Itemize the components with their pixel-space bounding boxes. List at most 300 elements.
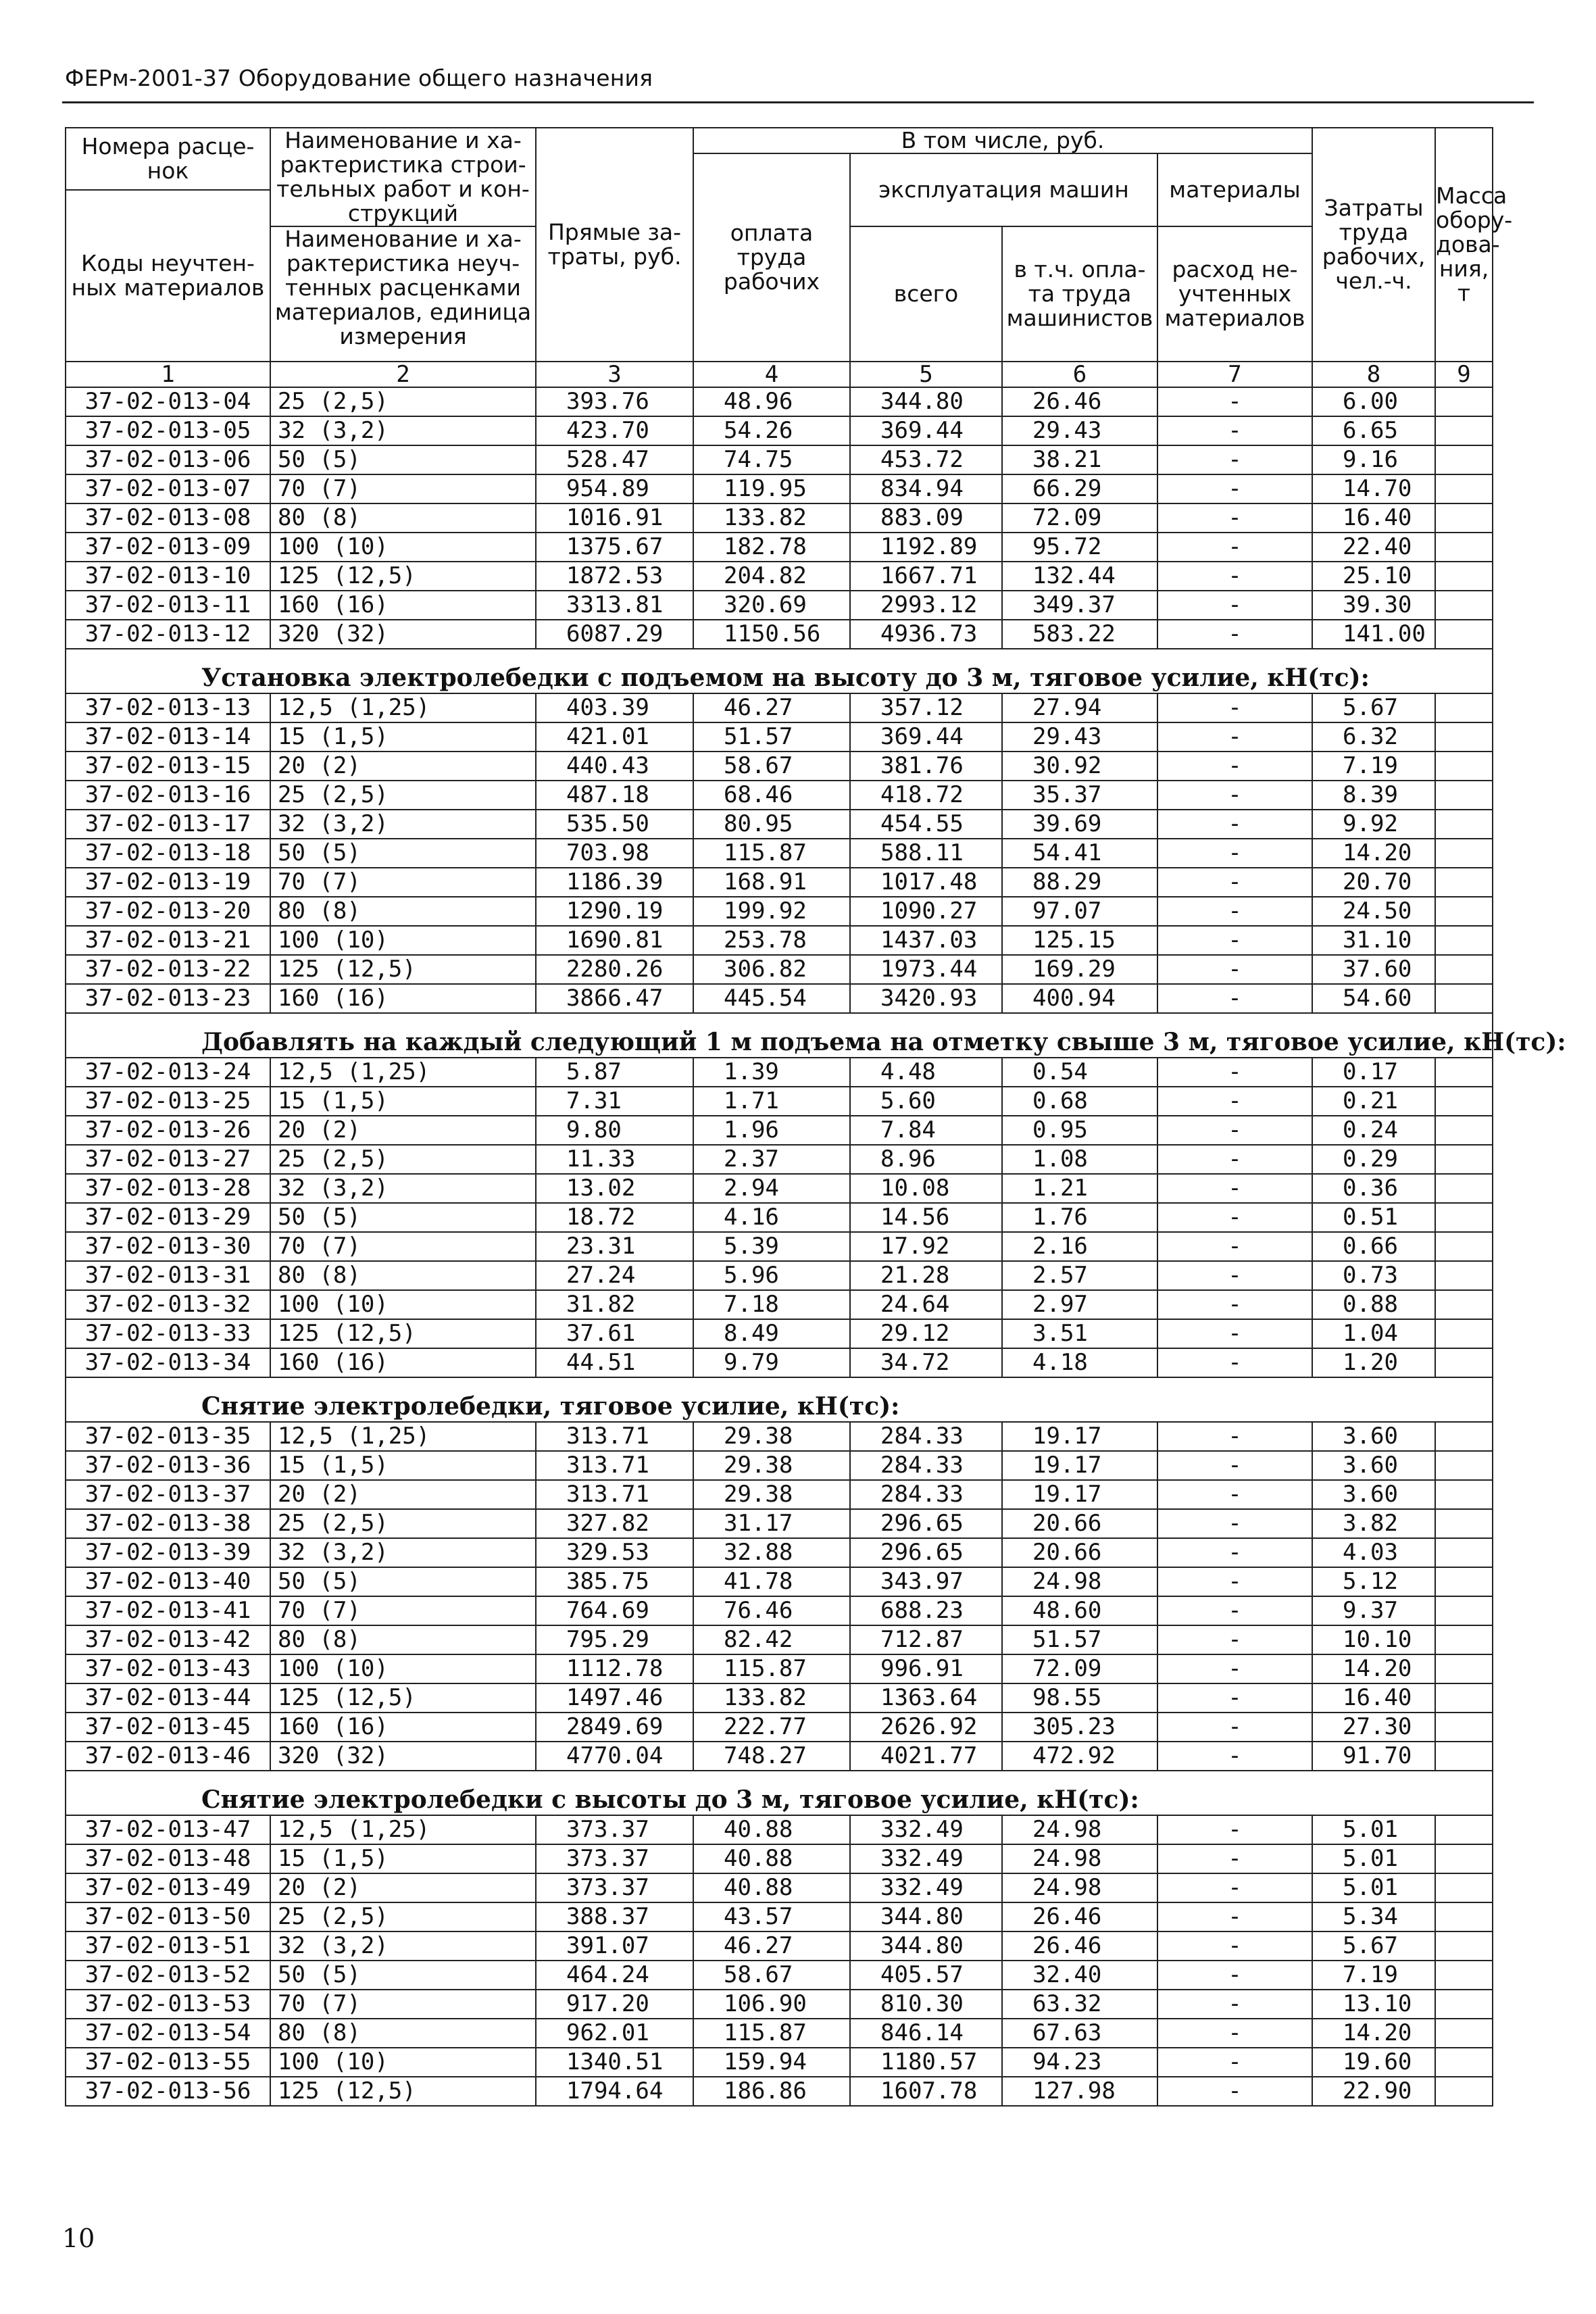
machinist-pay-cell: 88.29 bbox=[1002, 868, 1157, 897]
header-equipment-mass: Масса обору-дова-ния, т bbox=[1435, 128, 1493, 362]
equipment-mass-cell bbox=[1435, 1625, 1493, 1654]
characteristic-cell: 25 (2,5) bbox=[270, 1902, 536, 1931]
equipment-mass-cell bbox=[1435, 1232, 1493, 1261]
equipment-mass-cell bbox=[1435, 752, 1493, 781]
characteristic-cell: 15 (1,5) bbox=[270, 1087, 536, 1116]
rate-code-cell: 37-02-013-19 bbox=[66, 868, 270, 897]
column-number: 9 bbox=[1435, 362, 1493, 387]
table-row bbox=[66, 984, 1493, 1013]
equipment-mass-cell bbox=[1435, 1538, 1493, 1567]
table-row bbox=[66, 1625, 1493, 1654]
characteristic-cell: 20 (2) bbox=[270, 752, 536, 781]
table-row bbox=[66, 1480, 1493, 1509]
machinist-pay-cell: 54.41 bbox=[1002, 839, 1157, 868]
equipment-mass-cell bbox=[1435, 1509, 1493, 1538]
section-title: Установка электролебедки с подъемом на высоту до 3 м, тяговое усилие, кН(тс): bbox=[66, 649, 1493, 693]
table-row bbox=[66, 1596, 1493, 1625]
worker-pay-cell: 115.87 bbox=[693, 2019, 850, 2048]
direct-costs-cell: 1340.51 bbox=[536, 2048, 693, 2077]
material-consumption-cell: - bbox=[1157, 1203, 1312, 1232]
machines-total-cell: 344.80 bbox=[850, 1902, 1002, 1931]
direct-costs-cell: 1186.39 bbox=[536, 868, 693, 897]
table-row bbox=[66, 1961, 1493, 1990]
equipment-mass-cell bbox=[1435, 1348, 1493, 1377]
equipment-mass-cell bbox=[1435, 1990, 1493, 2019]
machinist-pay-cell: 29.43 bbox=[1002, 416, 1157, 445]
machinist-pay-cell: 472.92 bbox=[1002, 1742, 1157, 1771]
labor-hours-cell: 3.82 bbox=[1312, 1509, 1435, 1538]
labor-hours-cell: 14.20 bbox=[1312, 839, 1435, 868]
direct-costs-cell: 3313.81 bbox=[536, 591, 693, 620]
table-body bbox=[66, 387, 1566, 2106]
machinist-pay-cell: 400.94 bbox=[1002, 984, 1157, 1013]
material-consumption-cell: - bbox=[1157, 1567, 1312, 1596]
worker-pay-cell: 76.46 bbox=[693, 1596, 850, 1625]
machinist-pay-cell: 26.46 bbox=[1002, 387, 1157, 416]
characteristic-cell: 25 (2,5) bbox=[270, 387, 536, 416]
labor-hours-cell: 5.67 bbox=[1312, 693, 1435, 722]
machinist-pay-cell: 26.46 bbox=[1002, 1902, 1157, 1931]
table-row bbox=[66, 1713, 1493, 1742]
worker-pay-cell: 46.27 bbox=[693, 1931, 850, 1961]
rate-code-cell: 37-02-013-23 bbox=[66, 984, 270, 1013]
worker-pay-cell: 9.79 bbox=[693, 1348, 850, 1377]
machines-total-cell: 405.57 bbox=[850, 1961, 1002, 1990]
characteristic-cell: 100 (10) bbox=[270, 2048, 536, 2077]
header-materials: материалы bbox=[1157, 153, 1312, 226]
rate-code-cell: 37-02-013-35 bbox=[66, 1422, 270, 1451]
material-consumption-cell: - bbox=[1157, 955, 1312, 984]
characteristic-cell: 12,5 (1,25) bbox=[270, 1058, 536, 1087]
material-consumption-cell: - bbox=[1157, 1625, 1312, 1654]
characteristic-cell: 12,5 (1,25) bbox=[270, 1422, 536, 1451]
table-row bbox=[66, 1902, 1493, 1931]
machines-total-cell: 332.49 bbox=[850, 1844, 1002, 1873]
equipment-mass-cell bbox=[1435, 1116, 1493, 1145]
material-consumption-cell: - bbox=[1157, 839, 1312, 868]
machines-total-cell: 17.92 bbox=[850, 1232, 1002, 1261]
header-direct-costs: Прямые за-траты, руб. bbox=[536, 128, 693, 362]
labor-hours-cell: 9.37 bbox=[1312, 1596, 1435, 1625]
rate-code-cell: 37-02-013-28 bbox=[66, 1174, 270, 1203]
labor-hours-cell: 8.39 bbox=[1312, 781, 1435, 810]
worker-pay-cell: 58.67 bbox=[693, 752, 850, 781]
direct-costs-cell: 1290.19 bbox=[536, 897, 693, 926]
direct-costs-cell: 421.01 bbox=[536, 722, 693, 752]
machines-total-cell: 1437.03 bbox=[850, 926, 1002, 955]
machines-total-cell: 418.72 bbox=[850, 781, 1002, 810]
column-number: 4 bbox=[693, 362, 850, 387]
rate-code-cell: 37-02-013-29 bbox=[66, 1203, 270, 1232]
header-labor-hours: Затраты труда рабочих, чел.-ч. bbox=[1312, 128, 1435, 362]
material-consumption-cell: - bbox=[1157, 1348, 1312, 1377]
labor-hours-cell: 25.10 bbox=[1312, 562, 1435, 591]
material-consumption-cell: - bbox=[1157, 2077, 1312, 2106]
labor-hours-cell: 141.00 bbox=[1312, 620, 1435, 649]
table-row bbox=[66, 1087, 1493, 1116]
direct-costs-cell: 373.37 bbox=[536, 1844, 693, 1873]
machinist-pay-cell: 32.40 bbox=[1002, 1961, 1157, 1990]
machines-total-cell: 10.08 bbox=[850, 1174, 1002, 1203]
table-row bbox=[66, 693, 1493, 722]
equipment-mass-cell bbox=[1435, 562, 1493, 591]
labor-hours-cell: 16.40 bbox=[1312, 503, 1435, 533]
direct-costs-cell: 313.71 bbox=[536, 1451, 693, 1480]
direct-costs-cell: 962.01 bbox=[536, 2019, 693, 2048]
machinist-pay-cell: 4.18 bbox=[1002, 1348, 1157, 1377]
worker-pay-cell: 48.96 bbox=[693, 387, 850, 416]
rate-code-cell: 37-02-013-56 bbox=[66, 2077, 270, 2106]
section-title: Добавлять на каждый следующий 1 м подъема на отметку свыше 3 м, тяговое усилие, кН(тс): bbox=[66, 1013, 1493, 1058]
machines-total-cell: 2626.92 bbox=[850, 1713, 1002, 1742]
characteristic-cell: 125 (12,5) bbox=[270, 955, 536, 984]
labor-hours-cell: 3.60 bbox=[1312, 1422, 1435, 1451]
machinist-pay-cell: 95.72 bbox=[1002, 533, 1157, 562]
characteristic-cell: 50 (5) bbox=[270, 445, 536, 474]
table-row bbox=[66, 1348, 1493, 1377]
characteristic-cell: 32 (3,2) bbox=[270, 810, 536, 839]
worker-pay-cell: 31.17 bbox=[693, 1509, 850, 1538]
characteristic-cell: 80 (8) bbox=[270, 1625, 536, 1654]
worker-pay-cell: 2.94 bbox=[693, 1174, 850, 1203]
table-row bbox=[66, 781, 1493, 810]
table-row bbox=[66, 1290, 1493, 1319]
machines-total-cell: 344.80 bbox=[850, 1931, 1002, 1961]
direct-costs-cell: 13.02 bbox=[536, 1174, 693, 1203]
material-consumption-cell: - bbox=[1157, 533, 1312, 562]
section-title: Снятие электролебедки с высоты до 3 м, тяговое усилие, кН(тс): bbox=[66, 1771, 1493, 1815]
characteristic-cell: 15 (1,5) bbox=[270, 1844, 536, 1873]
header-work-name: Наименование и ха-рактеристика строи-тельных работ и кон-струкций bbox=[270, 128, 536, 226]
direct-costs-cell: 403.39 bbox=[536, 693, 693, 722]
labor-hours-cell: 10.10 bbox=[1312, 1625, 1435, 1654]
direct-costs-cell: 373.37 bbox=[536, 1873, 693, 1902]
direct-costs-cell: 313.71 bbox=[536, 1422, 693, 1451]
characteristic-cell: 20 (2) bbox=[270, 1873, 536, 1902]
equipment-mass-cell bbox=[1435, 1873, 1493, 1902]
labor-hours-cell: 13.10 bbox=[1312, 1990, 1435, 2019]
direct-costs-cell: 954.89 bbox=[536, 474, 693, 503]
table-row bbox=[66, 2048, 1493, 2077]
machines-total-cell: 588.11 bbox=[850, 839, 1002, 868]
table-row bbox=[66, 1654, 1493, 1683]
direct-costs-cell: 327.82 bbox=[536, 1509, 693, 1538]
table-header bbox=[66, 127, 1513, 388]
table-row bbox=[66, 1116, 1493, 1145]
equipment-mass-cell bbox=[1435, 1319, 1493, 1348]
material-consumption-cell: - bbox=[1157, 1087, 1312, 1116]
characteristic-cell: 160 (16) bbox=[270, 1713, 536, 1742]
table-row bbox=[66, 1451, 1493, 1480]
worker-pay-cell: 204.82 bbox=[693, 562, 850, 591]
labor-hours-cell: 0.24 bbox=[1312, 1116, 1435, 1145]
characteristic-cell: 70 (7) bbox=[270, 1990, 536, 2019]
column-number: 8 bbox=[1312, 362, 1435, 387]
worker-pay-cell: 29.38 bbox=[693, 1480, 850, 1509]
characteristic-cell: 32 (3,2) bbox=[270, 1931, 536, 1961]
material-consumption-cell: - bbox=[1157, 2019, 1312, 2048]
table-row bbox=[66, 1145, 1493, 1174]
characteristic-cell: 80 (8) bbox=[270, 2019, 536, 2048]
direct-costs-cell: 4770.04 bbox=[536, 1742, 693, 1771]
worker-pay-cell: 51.57 bbox=[693, 722, 850, 752]
direct-costs-cell: 31.82 bbox=[536, 1290, 693, 1319]
machines-total-cell: 343.97 bbox=[850, 1567, 1002, 1596]
section-title-row bbox=[66, 1377, 1493, 1422]
rate-code-cell: 37-02-013-55 bbox=[66, 2048, 270, 2077]
labor-hours-cell: 0.51 bbox=[1312, 1203, 1435, 1232]
column-number: 6 bbox=[1002, 362, 1157, 387]
direct-costs-cell: 393.76 bbox=[536, 387, 693, 416]
direct-costs-cell: 388.37 bbox=[536, 1902, 693, 1931]
rate-code-cell: 37-02-013-45 bbox=[66, 1713, 270, 1742]
characteristic-cell: 32 (3,2) bbox=[270, 1538, 536, 1567]
equipment-mass-cell bbox=[1435, 1480, 1493, 1509]
labor-hours-cell: 19.60 bbox=[1312, 2048, 1435, 2077]
machines-total-cell: 810.30 bbox=[850, 1990, 1002, 2019]
table-row bbox=[66, 897, 1493, 926]
equipment-mass-cell bbox=[1435, 2077, 1493, 2106]
labor-hours-cell: 6.00 bbox=[1312, 387, 1435, 416]
equipment-mass-cell bbox=[1435, 1961, 1493, 1990]
table-row bbox=[66, 591, 1493, 620]
equipment-mass-cell bbox=[1435, 868, 1493, 897]
material-consumption-cell: - bbox=[1157, 897, 1312, 926]
machines-total-cell: 1090.27 bbox=[850, 897, 1002, 926]
rate-code-cell: 37-02-013-08 bbox=[66, 503, 270, 533]
characteristic-cell: 12,5 (1,25) bbox=[270, 1815, 536, 1844]
material-consumption-cell: - bbox=[1157, 620, 1312, 649]
machinist-pay-cell: 98.55 bbox=[1002, 1683, 1157, 1713]
machinist-pay-cell: 2.57 bbox=[1002, 1261, 1157, 1290]
characteristic-cell: 25 (2,5) bbox=[270, 1509, 536, 1538]
rate-code-cell: 37-02-013-43 bbox=[66, 1654, 270, 1683]
material-consumption-cell: - bbox=[1157, 474, 1312, 503]
labor-hours-cell: 1.20 bbox=[1312, 1348, 1435, 1377]
characteristic-cell: 50 (5) bbox=[270, 1567, 536, 1596]
equipment-mass-cell bbox=[1435, 1290, 1493, 1319]
characteristic-cell: 80 (8) bbox=[270, 897, 536, 926]
material-consumption-cell: - bbox=[1157, 1509, 1312, 1538]
table-row bbox=[66, 955, 1493, 984]
machines-total-cell: 8.96 bbox=[850, 1145, 1002, 1174]
worker-pay-cell: 115.87 bbox=[693, 1654, 850, 1683]
table-row bbox=[66, 1232, 1493, 1261]
labor-hours-cell: 14.70 bbox=[1312, 474, 1435, 503]
worker-pay-cell: 119.95 bbox=[693, 474, 850, 503]
table-row bbox=[66, 752, 1493, 781]
characteristic-cell: 160 (16) bbox=[270, 984, 536, 1013]
machines-total-cell: 454.55 bbox=[850, 810, 1002, 839]
table-row bbox=[66, 839, 1493, 868]
machinist-pay-cell: 132.44 bbox=[1002, 562, 1157, 591]
table-row bbox=[66, 1873, 1493, 1902]
rate-code-cell: 37-02-013-18 bbox=[66, 839, 270, 868]
characteristic-cell: 100 (10) bbox=[270, 1290, 536, 1319]
machinist-pay-cell: 0.68 bbox=[1002, 1087, 1157, 1116]
characteristic-cell: 25 (2,5) bbox=[270, 781, 536, 810]
section-title-row bbox=[66, 1771, 1493, 1815]
worker-pay-cell: 68.46 bbox=[693, 781, 850, 810]
rate-code-cell: 37-02-013-26 bbox=[66, 1116, 270, 1145]
machinist-pay-cell: 125.15 bbox=[1002, 926, 1157, 955]
rate-code-cell: 37-02-013-27 bbox=[66, 1145, 270, 1174]
labor-hours-cell: 0.29 bbox=[1312, 1145, 1435, 1174]
machinist-pay-cell: 127.98 bbox=[1002, 2077, 1157, 2106]
equipment-mass-cell bbox=[1435, 1422, 1493, 1451]
labor-hours-cell: 22.90 bbox=[1312, 2077, 1435, 2106]
direct-costs-cell: 1872.53 bbox=[536, 562, 693, 591]
equipment-mass-cell bbox=[1435, 693, 1493, 722]
table-row bbox=[66, 1203, 1493, 1232]
section-title-row bbox=[66, 1013, 1493, 1058]
direct-costs-cell: 18.72 bbox=[536, 1203, 693, 1232]
worker-pay-cell: 1.71 bbox=[693, 1087, 850, 1116]
material-consumption-cell: - bbox=[1157, 1713, 1312, 1742]
material-consumption-cell: - bbox=[1157, 1844, 1312, 1873]
labor-hours-cell: 37.60 bbox=[1312, 955, 1435, 984]
characteristic-cell: 80 (8) bbox=[270, 503, 536, 533]
equipment-mass-cell bbox=[1435, 445, 1493, 474]
machinist-pay-cell: 27.94 bbox=[1002, 693, 1157, 722]
equipment-mass-cell bbox=[1435, 591, 1493, 620]
labor-hours-cell: 0.73 bbox=[1312, 1261, 1435, 1290]
rate-code-cell: 37-02-013-06 bbox=[66, 445, 270, 474]
worker-pay-cell: 320.69 bbox=[693, 591, 850, 620]
direct-costs-cell: 11.33 bbox=[536, 1145, 693, 1174]
equipment-mass-cell bbox=[1435, 1451, 1493, 1480]
labor-hours-cell: 5.67 bbox=[1312, 1931, 1435, 1961]
rate-code-cell: 37-02-013-41 bbox=[66, 1596, 270, 1625]
material-consumption-cell: - bbox=[1157, 1931, 1312, 1961]
table-row bbox=[66, 1931, 1493, 1961]
material-consumption-cell: - bbox=[1157, 1422, 1312, 1451]
header-material-name: Наименование и ха-рактеристика неуч-тенных расценками материалов, единица измерения bbox=[270, 226, 536, 362]
table-row bbox=[66, 1261, 1493, 1290]
equipment-mass-cell bbox=[1435, 1174, 1493, 1203]
machines-total-cell: 344.80 bbox=[850, 387, 1002, 416]
equipment-mass-cell bbox=[1435, 1087, 1493, 1116]
machinist-pay-cell: 0.54 bbox=[1002, 1058, 1157, 1087]
direct-costs-cell: 1112.78 bbox=[536, 1654, 693, 1683]
labor-hours-cell: 7.19 bbox=[1312, 1961, 1435, 1990]
rate-code-cell: 37-02-013-32 bbox=[66, 1290, 270, 1319]
table-row bbox=[66, 620, 1493, 649]
machines-total-cell: 7.84 bbox=[850, 1116, 1002, 1145]
direct-costs-cell: 1375.67 bbox=[536, 533, 693, 562]
labor-hours-cell: 5.01 bbox=[1312, 1873, 1435, 1902]
material-consumption-cell: - bbox=[1157, 1261, 1312, 1290]
material-consumption-cell: - bbox=[1157, 1742, 1312, 1771]
machinist-pay-cell: 305.23 bbox=[1002, 1713, 1157, 1742]
worker-pay-cell: 41.78 bbox=[693, 1567, 850, 1596]
worker-pay-cell: 54.26 bbox=[693, 416, 850, 445]
header-machines-total: всего bbox=[850, 226, 1002, 362]
header-worker-pay: оплата труда рабочих bbox=[693, 153, 850, 362]
rate-code-cell: 37-02-013-34 bbox=[66, 1348, 270, 1377]
machines-total-cell: 1180.57 bbox=[850, 2048, 1002, 2077]
machinist-pay-cell: 30.92 bbox=[1002, 752, 1157, 781]
direct-costs-cell: 2849.69 bbox=[536, 1713, 693, 1742]
material-consumption-cell: - bbox=[1157, 1174, 1312, 1203]
table-row bbox=[66, 1742, 1493, 1771]
rate-code-cell: 37-02-013-22 bbox=[66, 955, 270, 984]
material-consumption-cell: - bbox=[1157, 416, 1312, 445]
machinist-pay-cell: 72.09 bbox=[1002, 1654, 1157, 1683]
equipment-mass-cell bbox=[1435, 387, 1493, 416]
rate-code-cell: 37-02-013-14 bbox=[66, 722, 270, 752]
machinist-pay-cell: 20.66 bbox=[1002, 1509, 1157, 1538]
material-consumption-cell: - bbox=[1157, 445, 1312, 474]
rate-code-cell: 37-02-013-05 bbox=[66, 416, 270, 445]
machines-total-cell: 2993.12 bbox=[850, 591, 1002, 620]
characteristic-cell: 20 (2) bbox=[270, 1116, 536, 1145]
equipment-mass-cell bbox=[1435, 1742, 1493, 1771]
worker-pay-cell: 159.94 bbox=[693, 2048, 850, 2077]
worker-pay-cell: 82.42 bbox=[693, 1625, 850, 1654]
machinist-pay-cell: 97.07 bbox=[1002, 897, 1157, 926]
equipment-mass-cell bbox=[1435, 1261, 1493, 1290]
rate-code-cell: 37-02-013-11 bbox=[66, 591, 270, 620]
material-consumption-cell: - bbox=[1157, 1451, 1312, 1480]
machines-total-cell: 296.65 bbox=[850, 1509, 1002, 1538]
worker-pay-cell: 40.88 bbox=[693, 1844, 850, 1873]
machinist-pay-cell: 67.63 bbox=[1002, 2019, 1157, 2048]
material-consumption-cell: - bbox=[1157, 1145, 1312, 1174]
characteristic-cell: 125 (12,5) bbox=[270, 2077, 536, 2106]
material-consumption-cell: - bbox=[1157, 926, 1312, 955]
worker-pay-cell: 115.87 bbox=[693, 839, 850, 868]
direct-costs-cell: 37.61 bbox=[536, 1319, 693, 1348]
worker-pay-cell: 40.88 bbox=[693, 1873, 850, 1902]
material-consumption-cell: - bbox=[1157, 810, 1312, 839]
table-row bbox=[66, 1844, 1493, 1873]
machines-total-cell: 5.60 bbox=[850, 1087, 1002, 1116]
column-number: 1 bbox=[66, 362, 270, 387]
characteristic-cell: 70 (7) bbox=[270, 1232, 536, 1261]
equipment-mass-cell bbox=[1435, 1058, 1493, 1087]
column-number-row bbox=[66, 362, 1493, 387]
characteristic-cell: 100 (10) bbox=[270, 1654, 536, 1683]
labor-hours-cell: 0.36 bbox=[1312, 1174, 1435, 1203]
labor-hours-cell: 1.04 bbox=[1312, 1319, 1435, 1348]
header-including-group: В том числе, руб. bbox=[693, 128, 1312, 153]
table-row bbox=[66, 1567, 1493, 1596]
equipment-mass-cell bbox=[1435, 839, 1493, 868]
labor-hours-cell: 16.40 bbox=[1312, 1683, 1435, 1713]
equipment-mass-cell bbox=[1435, 955, 1493, 984]
rate-code-cell: 37-02-013-53 bbox=[66, 1990, 270, 2019]
worker-pay-cell: 445.54 bbox=[693, 984, 850, 1013]
direct-costs-cell: 440.43 bbox=[536, 752, 693, 781]
table-row bbox=[66, 2077, 1493, 2106]
worker-pay-cell: 1150.56 bbox=[693, 620, 850, 649]
rate-code-cell: 37-02-013-24 bbox=[66, 1058, 270, 1087]
characteristic-cell: 15 (1,5) bbox=[270, 1451, 536, 1480]
equipment-mass-cell bbox=[1435, 1713, 1493, 1742]
rate-code-cell: 37-02-013-30 bbox=[66, 1232, 270, 1261]
machines-total-cell: 883.09 bbox=[850, 503, 1002, 533]
worker-pay-cell: 306.82 bbox=[693, 955, 850, 984]
machinist-pay-cell: 24.98 bbox=[1002, 1567, 1157, 1596]
labor-hours-cell: 7.19 bbox=[1312, 752, 1435, 781]
header-machine-operation: эксплуатация машин bbox=[850, 153, 1157, 226]
table-row bbox=[66, 868, 1493, 897]
material-consumption-cell: - bbox=[1157, 1902, 1312, 1931]
rate-code-cell: 37-02-013-17 bbox=[66, 810, 270, 839]
material-consumption-cell: - bbox=[1157, 1990, 1312, 2019]
material-consumption-cell: - bbox=[1157, 1873, 1312, 1902]
